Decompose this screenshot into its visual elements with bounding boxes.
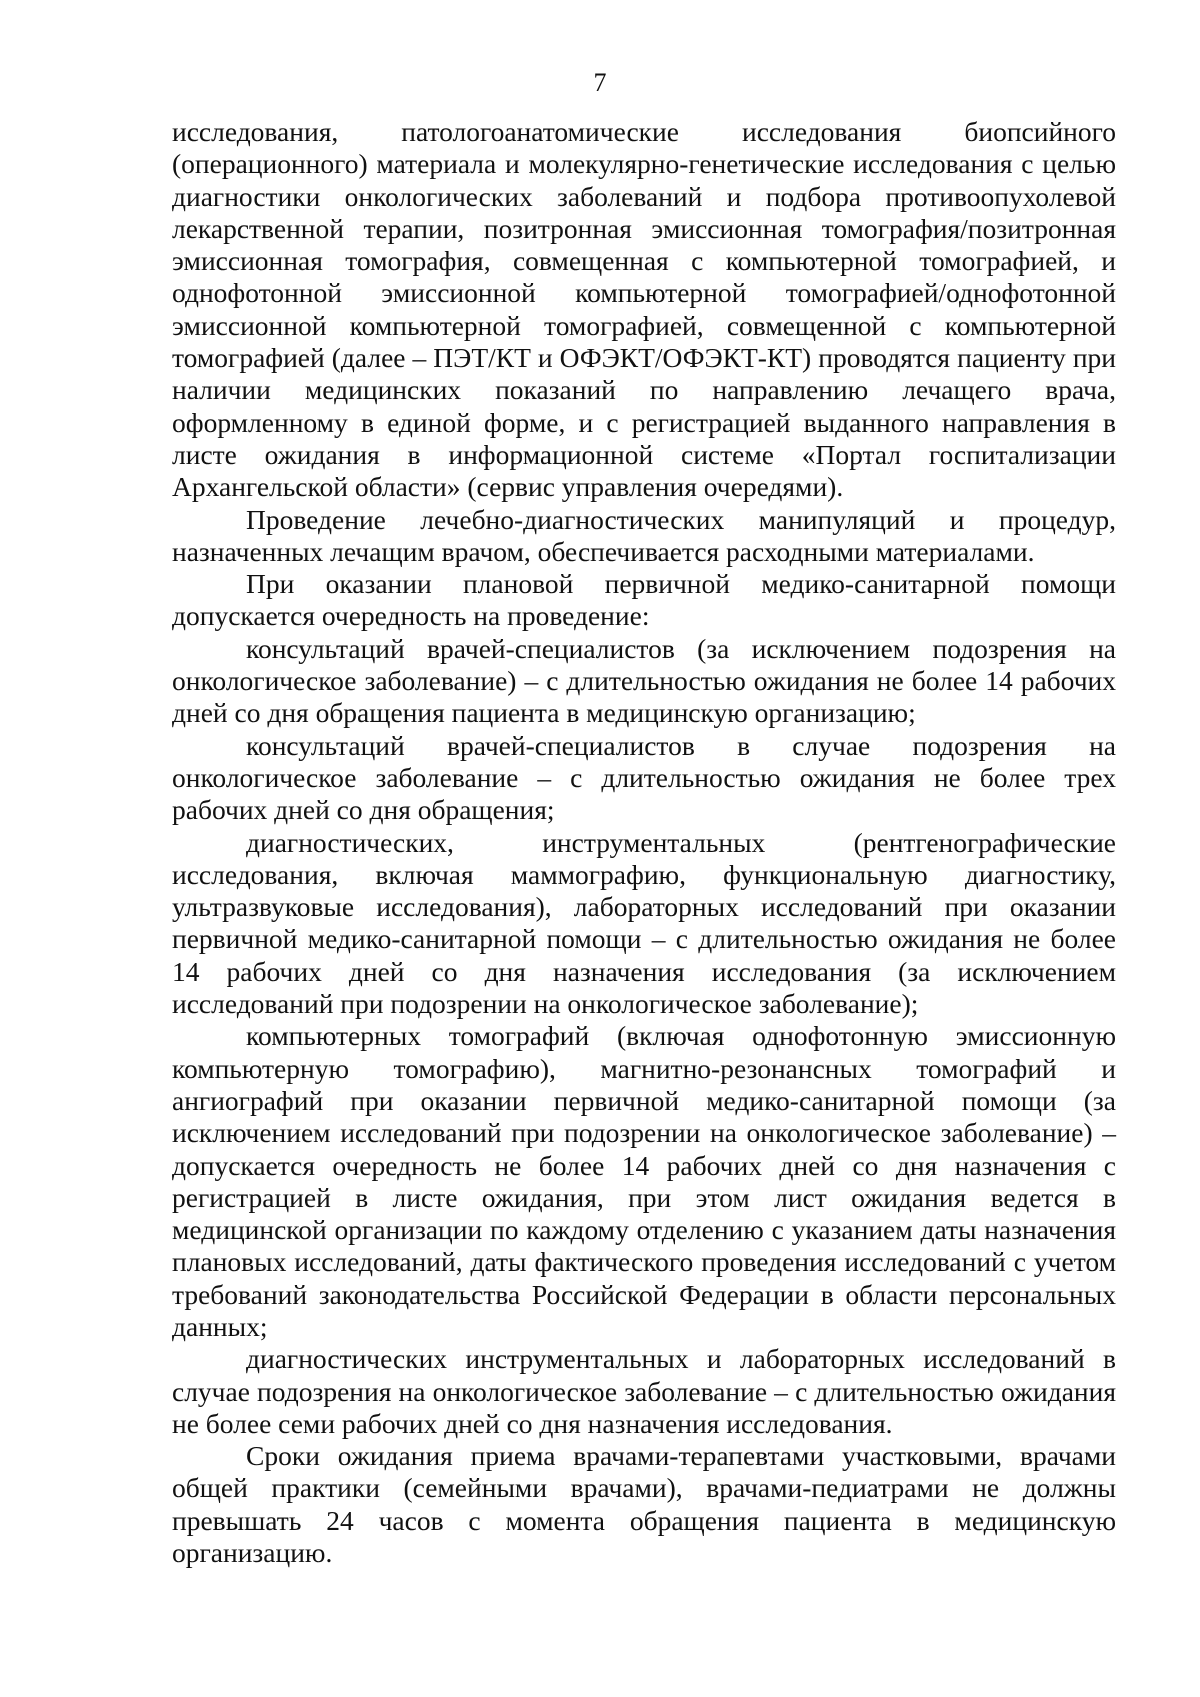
paragraph-waiting-times: Сроки ожидания приема врачами-терапевтами участковыми, врачами общей практики (семейными врачами), врачами-педиатрами не должны превышать 24 часов с момента обращения пациента в медицинскую организацию.: [172, 1440, 1116, 1569]
list-item-oncology-studies: диагностических инструментальных и лабораторных исследований в случае подозрения на онкологическое заболевание – с длительностью ожидания не более семи рабочих дней со дня назначения исследования.: [172, 1343, 1116, 1439]
page-number: 7: [593, 68, 607, 97]
list-item-tomography: компьютерных томографий (включая однофотонную эмиссионную компьютерную томографию), магнитно-резонансных томографий и ангиографий при оказании первичной медико-санитарной помощи (за исключением исследований при подозрении на онкологическое заболевание) – допускается очередность не более 14 рабочих дней со дня назначения с регистрацией в листе ожидания, при этом лист ожидания ведется в медицинской организации по каждому отделению с указанием даты назначения плановых исследований, даты фактического проведения исследований с учетом требований законодательства Российской Федерации в области персональных данных;: [172, 1020, 1116, 1342]
paragraph-queue-intro: При оказании плановой первичной медико-санитарной помощи допускается очередность на проведение:: [172, 568, 1116, 632]
list-item-specialist-consultations: консультаций врачей-специалистов (за исключением подозрения на онкологическое заболевание) – с длительностью ожидания не более 14 рабочих дней со дня обращения пациента в медицинскую организацию;: [172, 632, 1116, 729]
paragraph-consumables: Проведение лечебно-диагностических манипуляций и процедур, назначенных лечащим врачом, обеспечивается расходными материалами.: [172, 503, 1116, 567]
paragraph-continuation: исследования, патологоанатомические исследования биопсийного (операционного) материала и молекулярно-генетические исследования с целью диагностики онкологических заболеваний и подбора противоопухолевой лекарственной терапии, позитронная эмиссионная томография/позитронная эмиссионная томография, совмещенная с компьютерной томографией, и однофотонной эмиссионной компьютерной томографией/однофотонной эмиссионной компьютерной томографией, совмещенной с компьютерной томографией (далее – ПЭТ/КТ и ОФЭКТ/ОФЭКТ-КТ) проводятся пациенту при наличии медицинских показаний по направлению лечащего врача, оформленному в единой форме, и с регистрацией выданного направления в листе ожидания в информационной системе «Портал госпитализации Архангельской области» (сервис управления очередями).: [172, 116, 1116, 503]
list-item-oncology-consultations: консультаций врачей-специалистов в случае подозрения на онкологическое заболевание – с длительностью ожидания не более трех рабочих дней со дня обращения;: [172, 729, 1116, 826]
list-item-diagnostic-studies: диагностических, инструментальных (рентгенографические исследования, включая маммографию, функциональную диагностику, ультразвуковые исследования), лабораторных исследований при оказании первичной медико-санитарной помощи – с длительностью ожидания не более 14 рабочих дней со дня назначения исследования (за исключением исследований при подозрении на онкологическое заболевание);: [172, 826, 1116, 1020]
document-body: [172, 116, 1116, 1569]
